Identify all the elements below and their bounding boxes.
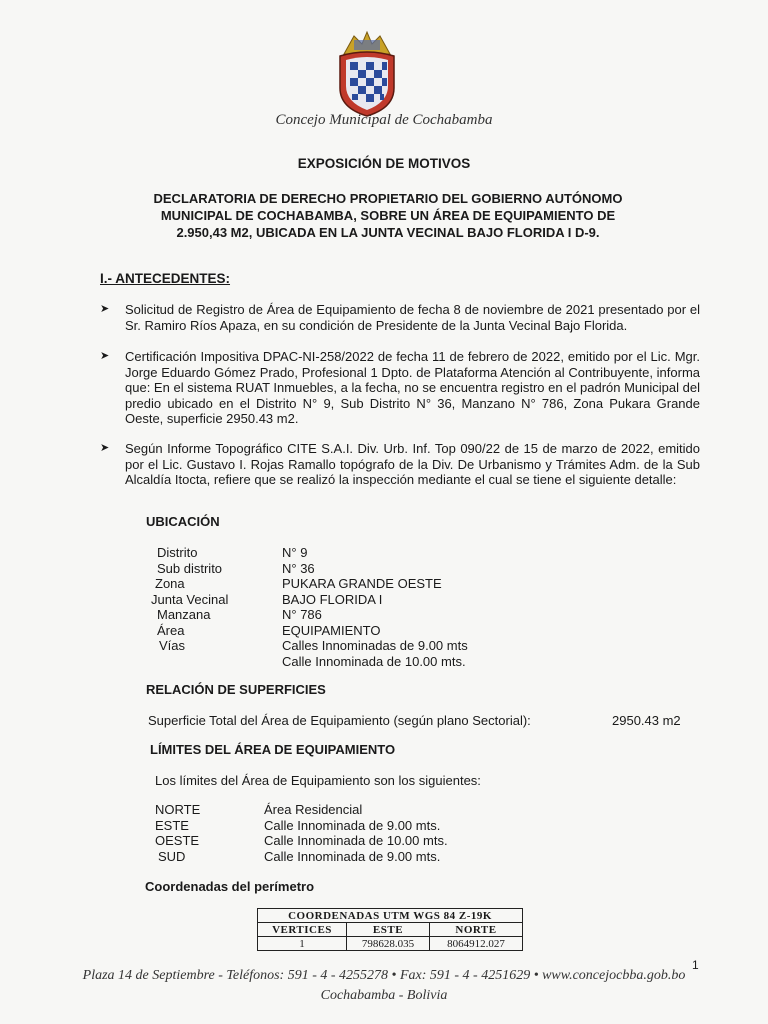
limites-descriptions	[264, 802, 448, 864]
ubicacion-label: Sub distrito	[157, 560, 223, 576]
ubicacion-label: Área	[157, 622, 185, 638]
ubicacion-label: Distrito	[157, 545, 198, 560]
ubicacion-value: N° 36	[282, 560, 315, 576]
superficies-heading: RELACIÓN DE SUPERFICIES	[146, 682, 326, 697]
arrow-bullet-icon: ➤	[100, 303, 110, 315]
ubicacion-value: Calles Innominadas de 9.00 mts	[282, 638, 468, 653]
ubicacion-value: Calle Innominada de 10.00 mts.	[282, 653, 466, 669]
bullet-text: Certificación Impositiva DPAC-NI-258/2022 de fecha 11 de febrero de 2022, emitido por el Lic. Mgr. Jorge Eduardo Gómez Prado, Profesional 1 Dpto. de Plataforma Atención al Contribuyente, informa que: En el sistema RUAT Inmuebles, a la fecha, no se encuentra registro en el padrón Municipal del predio ubicado en el Distrito N° 9, Sub Distrito N° 36, Manzano N° 786, Zona Pukara Grande Oeste, superficie 2950.43 m2.	[125, 349, 700, 426]
column-header: VERTICES	[258, 923, 347, 937]
table-cell: 1	[258, 937, 347, 951]
bullet-text: Solicitud de Registro de Área de Equipamiento de fecha 8 de noviembre de 2021 presentado por el Sr. Ramiro Ríos Apaza, en su condición de Presidente de la Junta Vecinal Bajo Florida.	[125, 302, 700, 333]
limite-direction: ESTE	[155, 817, 189, 833]
document-title: EXPOSICIÓN DE MOTIVOS	[297, 156, 471, 171]
ubicacion-value: PUKARA GRANDE OESTE	[282, 576, 442, 591]
bullet-item	[100, 349, 700, 427]
footer-address: Plaza 14 de Septiembre - Teléfonos: 591 - 4 - 4255278 • Fax: 591 - 4 - 4251629 • www.concejocbba.gob.bo	[82, 968, 686, 983]
limite-direction: SUD	[158, 848, 186, 864]
table-row	[258, 937, 523, 951]
ubicacion-heading: UBICACIÓN	[146, 514, 220, 529]
ubicacion-label: Vías	[159, 638, 186, 653]
ubicacion-value: N° 786	[282, 607, 322, 622]
column-header: NORTE	[430, 923, 523, 937]
declaration-line: MUNICIPAL DE COCHABAMBA, SOBRE UN ÁREA DE EQUIPAMIENTO DE	[160, 208, 616, 223]
arrow-bullet-icon: ➤	[100, 442, 110, 454]
limite-direction: OESTE	[155, 833, 200, 848]
arrow-bullet-icon: ➤	[100, 350, 110, 362]
coordinates-table-title: COORDENADAS UTM WGS 84 Z-19K	[258, 909, 523, 923]
ubicacion-value: BAJO FLORIDA I	[282, 591, 383, 607]
bullet-item	[100, 441, 700, 488]
organization-name: Concejo Municipal de Cochabamba	[275, 112, 493, 128]
section-heading: I.- ANTECEDENTES:	[100, 271, 231, 286]
declaration-line: 2.950,43 M2, UBICADA EN LA JUNTA VECINAL BAJO FLORIDA I D-9.	[176, 225, 600, 240]
limite-description: Calle Innominada de 10.00 mts.	[264, 833, 448, 848]
table-cell: 8064912.027	[430, 937, 523, 951]
page-number: 1	[692, 958, 699, 972]
limites-heading: LÍMITES DEL ÁREA DE EQUIPAMIENTO	[150, 742, 396, 757]
limites-directions	[155, 802, 200, 864]
ubicacion-label: Manzana	[157, 607, 211, 622]
limite-description: Calle Innominada de 9.00 mts.	[264, 817, 441, 833]
ubicacion-value: EQUIPAMIENTO	[282, 622, 381, 638]
limite-direction: NORTE	[155, 802, 201, 817]
table-cell: 798628.035	[347, 937, 430, 951]
ubicacion-values	[282, 545, 468, 669]
municipal-crest-icon	[334, 26, 400, 118]
ubicacion-labels	[151, 545, 229, 654]
limite-description: Área Residencial	[264, 802, 363, 817]
ubicacion-label: Junta Vecinal	[151, 591, 229, 607]
superficie-value: 2950.43 m2	[612, 713, 681, 728]
footer-city: Cochabamba - Bolivia	[320, 988, 448, 1003]
limite-description: Calle Innominada de 9.00 mts.	[264, 848, 441, 864]
bullet-text: Según Informe Topográfico CITE S.A.I. Div. Urb. Inf. Top 090/22 de 15 de marzo de 2022, emitido por el Lic. Gustavo I. Rojas Ramallo topógrafo de la Div. De Urbanismo y Trámites Adm. de la Sub Alcaldía Itocta, refiere que se realizó la inspección mediante el cual se tiene el siguiente detalle:	[125, 441, 700, 487]
bullet-item	[100, 302, 700, 333]
declaration-heading	[108, 190, 668, 241]
declaration-line: DECLARATORIA DE DERECHO PROPIETARIO DEL GOBIERNO AUTÓNOMO	[153, 191, 623, 206]
ubicacion-value: N° 9	[282, 545, 308, 560]
column-header: ESTE	[347, 923, 430, 937]
coordinates-table	[257, 908, 523, 951]
coordenadas-heading: Coordenadas del perímetro	[145, 879, 315, 894]
ubicacion-label: Zona	[155, 576, 185, 591]
limites-intro: Los límites del Área de Equipamiento son los siguientes:	[155, 773, 481, 788]
superficie-label: Superficie Total del Área de Equipamiento (según plano Sectorial):	[148, 713, 531, 728]
